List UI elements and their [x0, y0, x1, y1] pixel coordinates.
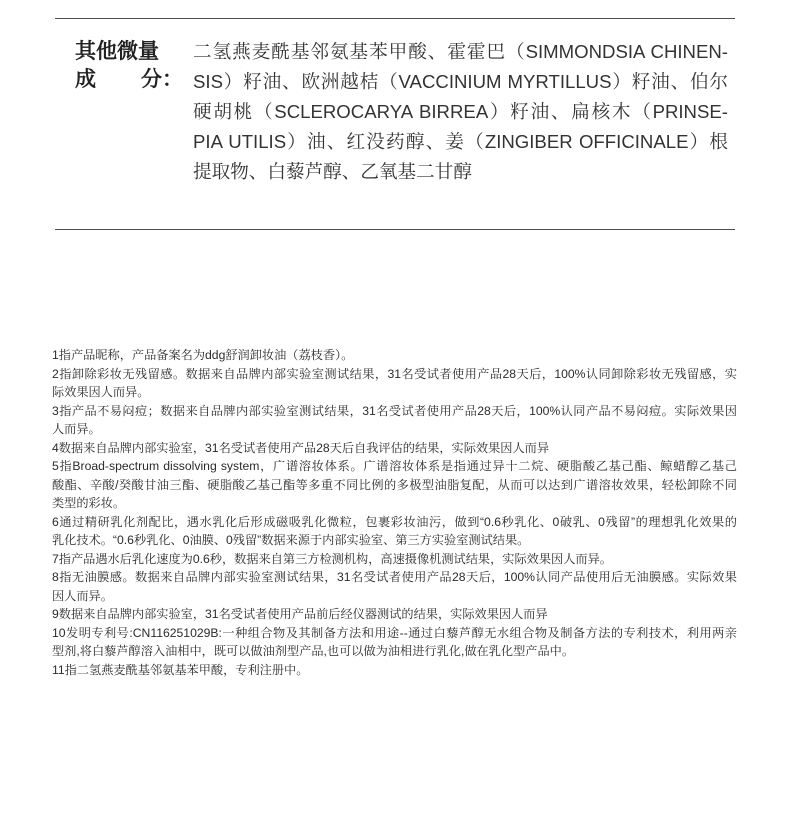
footnote-line: 类型的彩妆。 [52, 496, 126, 510]
footnote-4 [52, 439, 737, 458]
footnote-line: 3指产品不易闷痘；数据来自品牌内部实验室测试结果，31名受试者使用产品28天后，100%认同产品不易闷痘。实际效果因 [52, 403, 737, 418]
ingredients-line: 二氢燕麦酰基邻氨基苯甲酸、霍霍巴（SIMMONDSIA CHINEN- [193, 41, 728, 62]
footnote-11 [52, 661, 737, 680]
footnote-line: 6通过精研乳化剂配比，遇水乳化后形成磁吸乳化微粒，包裹彩妆油污，做到“0.6秒乳化、0破乳、0残留”的理想乳化效果的 [52, 514, 737, 529]
ingredients-line: 提取物、白藜芦醇、乙氧基二甘醇 [193, 161, 472, 182]
footnote-line: 型剂,将白藜芦醇溶入油相中，既可以做油剂型产品,也可以做为油相进行乳化,做在乳化型产品中。 [52, 644, 575, 658]
footnote-line: 9数据来自品牌内部实验室，31名受试者使用产品前后经仪器测试的结果，实际效果因人而异 [52, 607, 548, 621]
ingredients-label-line2-start: 成 [75, 68, 96, 91]
footnote-10 [52, 624, 737, 661]
footnote-line: 7指产品遇水后乳化速度为0.6秒，数据来自第三方检测机构，高速摄像机测试结果，实际效果因人而异。 [52, 551, 612, 566]
ingredients-label [75, 38, 183, 94]
footnote-line: 4数据来自品牌内部实验室，31名受试者使用产品28天后自我评估的结果，实际效果因人而异 [52, 440, 550, 455]
footnote-7 [52, 550, 737, 569]
footnote-3 [52, 402, 737, 439]
footnote-line: 1指产品昵称，产品备案名为ddg舒润卸妆油（荔枝香）。 [52, 348, 354, 362]
footnote-6 [52, 513, 737, 550]
footnote-1 [52, 346, 737, 365]
ingredients-line: PIA UTILIS）油、红没药醇、姜（ZINGIBER OFFICINALE）根 [193, 131, 728, 152]
footnote-8 [52, 568, 737, 605]
ingredients-line: 硬胡桃（SCLEROCARYA BIRREA）籽油、扁核木（PRINSE- [193, 101, 728, 122]
footnote-9 [52, 605, 737, 624]
footnote-line: 人而异。 [52, 422, 101, 436]
footnote-line: 11指二氢燕麦酰基邻氨基苯甲酸，专利注册中。 [52, 662, 309, 677]
footnote-5 [52, 457, 737, 513]
ingredients-text [193, 37, 728, 187]
footnote-line: 10发明专利号:CN116251029B:一种组合物及其制备方法和用途--通过白藜芦醇无水组合物及制备方法的专利技术，利用两亲 [52, 625, 737, 640]
ingredients-line: SIS）籽油、欧洲越桔（VACCINIUM MYRTILLUS）籽油、伯尔 [193, 71, 728, 92]
ingredients-label-line2-end: 分： [141, 68, 183, 91]
footnote-line: 8指无油膜感。数据来自品牌内部实验室测试结果，31名受试者使用产品28天后，100%认同产品使用后无油膜感。实际效果 [52, 570, 737, 584]
ingredients-label-line1: 其他微量 [75, 40, 159, 63]
top-divider [55, 18, 735, 19]
footnote-2 [52, 365, 737, 402]
footnote-line: 5指Broad-spectrum dissolving system，广谱溶妆体系。广谱溶妆体系是指通过异十二烷、硬脂酸乙基己酯、鲸蜡醇乙基己 [52, 459, 737, 473]
section-divider [55, 229, 735, 230]
footnote-line: 因人而异。 [52, 588, 113, 603]
footnote-line: 乳化技术。“0.6秒乳化、0油膜、0残留”数据来源于内部实验室、第三方实验室测试结果。 [52, 533, 530, 547]
footnote-line: 2指卸除彩妆无残留感。数据来自品牌内部实验室测试结果，31名受试者使用产品28天后，100%认同卸除彩妆无残留感，实 [52, 366, 737, 381]
ingredients-label-line2 [75, 66, 183, 94]
footnote-line: 际效果因人而异。 [52, 385, 150, 399]
footnotes-list [52, 346, 737, 679]
footnote-line: 酸酯、辛酸/癸酸甘油三酯、硬脂酸乙基己酯等多重不同比例的多极型油脂复配，从而可以达到广谱溶妆效果，轻松卸除不同 [52, 477, 737, 492]
